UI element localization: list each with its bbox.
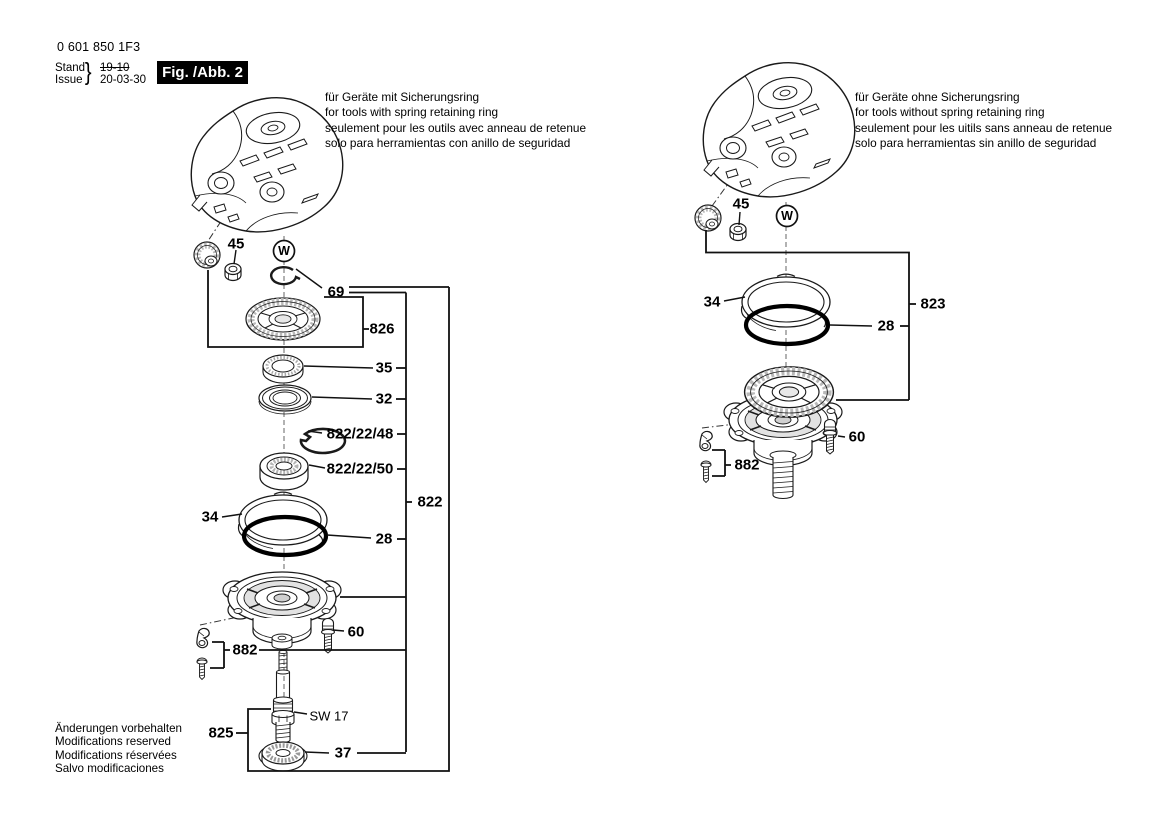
note-line-fr: seulement pour les outils avec anneau de retenue <box>325 120 587 135</box>
left-bearing-cover-35 <box>263 355 303 383</box>
left-variant-note <box>325 90 586 151</box>
part-label-882: 882 <box>734 456 760 474</box>
right-bearing-ring-34 <box>742 274 831 330</box>
note-line-en: for tools with spring retaining ring <box>325 105 499 120</box>
part-label-826: 826 <box>369 320 395 338</box>
part-label-37: 37 <box>334 744 352 762</box>
left-clamp-screw <box>197 658 207 680</box>
stand-issue-brace: } <box>84 58 92 86</box>
part-label-69: 69 <box>327 283 345 301</box>
part-label-34: 34 <box>201 508 219 526</box>
right-clamp-clip <box>700 431 712 450</box>
left-bearing-flange <box>223 572 341 649</box>
note-line-de: für Geräte ohne Sicherungsring <box>855 90 1020 104</box>
part-label-822: 822 <box>417 493 443 511</box>
w-marker: W <box>278 244 290 258</box>
right-clamp-screw <box>701 461 711 483</box>
part-label-45: 45 <box>227 235 245 253</box>
part-label-822-22-48: 822/22/48 <box>326 425 394 443</box>
part-label-sw17: SW 17 <box>309 708 349 724</box>
footer-line-en: Modifications reserved <box>55 735 171 749</box>
modifications-notice <box>55 722 182 776</box>
left-clip-leader <box>200 617 238 625</box>
figure-label-box <box>157 61 248 84</box>
right-tool-body <box>703 63 854 197</box>
right-spindle-nut <box>730 224 746 241</box>
left-spindle-nut <box>225 264 241 281</box>
part-label-823: 823 <box>920 295 946 313</box>
footer-line-de: Änderungen vorbehalten <box>55 722 182 735</box>
left-screw-60 <box>322 619 335 654</box>
w-marker: W <box>781 209 793 223</box>
part-label-825: 825 <box>208 724 234 742</box>
part-label-28: 28 <box>877 317 895 335</box>
note-line-fr: seulement pour les uitils sans anneau de retenue <box>855 120 1113 135</box>
part-label-34: 34 <box>703 293 721 311</box>
part-label-28: 28 <box>375 530 393 548</box>
footer-line-es: Salvo modificaciones <box>55 762 164 776</box>
issue-label: Issue <box>55 74 83 86</box>
left-ball-bearing <box>260 453 308 490</box>
note-line-es: solo para herramientas sin anillo de seguridad <box>855 135 1097 150</box>
left-pinion-gear <box>194 242 220 268</box>
part-label-882: 882 <box>232 641 258 659</box>
left-clamp-clip <box>197 628 209 647</box>
part-label-60: 60 <box>347 623 365 641</box>
left-retaining-ring-69 <box>271 267 300 284</box>
footer-line-fr: Modifications réservées <box>55 748 177 762</box>
note-line-en: for tools without spring retaining ring <box>855 105 1045 120</box>
figure-label: Fig. /Abb. 2 <box>162 64 243 81</box>
part-label-32: 32 <box>375 390 393 408</box>
right-pinion-gear <box>695 205 721 231</box>
left-spindle <box>272 650 294 742</box>
left-diagram <box>191 98 449 771</box>
issue-value: 20-03-30 <box>100 74 147 86</box>
part-label-822-22-50: 822/22/50 <box>326 460 394 478</box>
note-line-de: für Geräte mit Sicherungsring <box>325 90 480 104</box>
left-spindle-bearing-37 <box>259 742 307 771</box>
stand-value: 19-10 <box>100 62 130 74</box>
right-variant-note <box>855 90 1112 151</box>
part-label-35: 35 <box>375 359 393 377</box>
part-label-45: 45 <box>732 195 750 213</box>
note-line-es: solo para herramientas con anillo de seguridad <box>325 135 571 150</box>
document-part-number: 0 601 850 1F3 <box>57 40 141 54</box>
right-bevel-gear <box>745 367 834 417</box>
left-seal-ring-32 <box>259 385 311 414</box>
right-spindle-stub <box>770 451 796 499</box>
left-bevel-gear <box>246 298 320 340</box>
part-label-60: 60 <box>848 428 866 446</box>
left-tool-body <box>191 98 342 232</box>
stand-label: Stand <box>55 62 86 74</box>
